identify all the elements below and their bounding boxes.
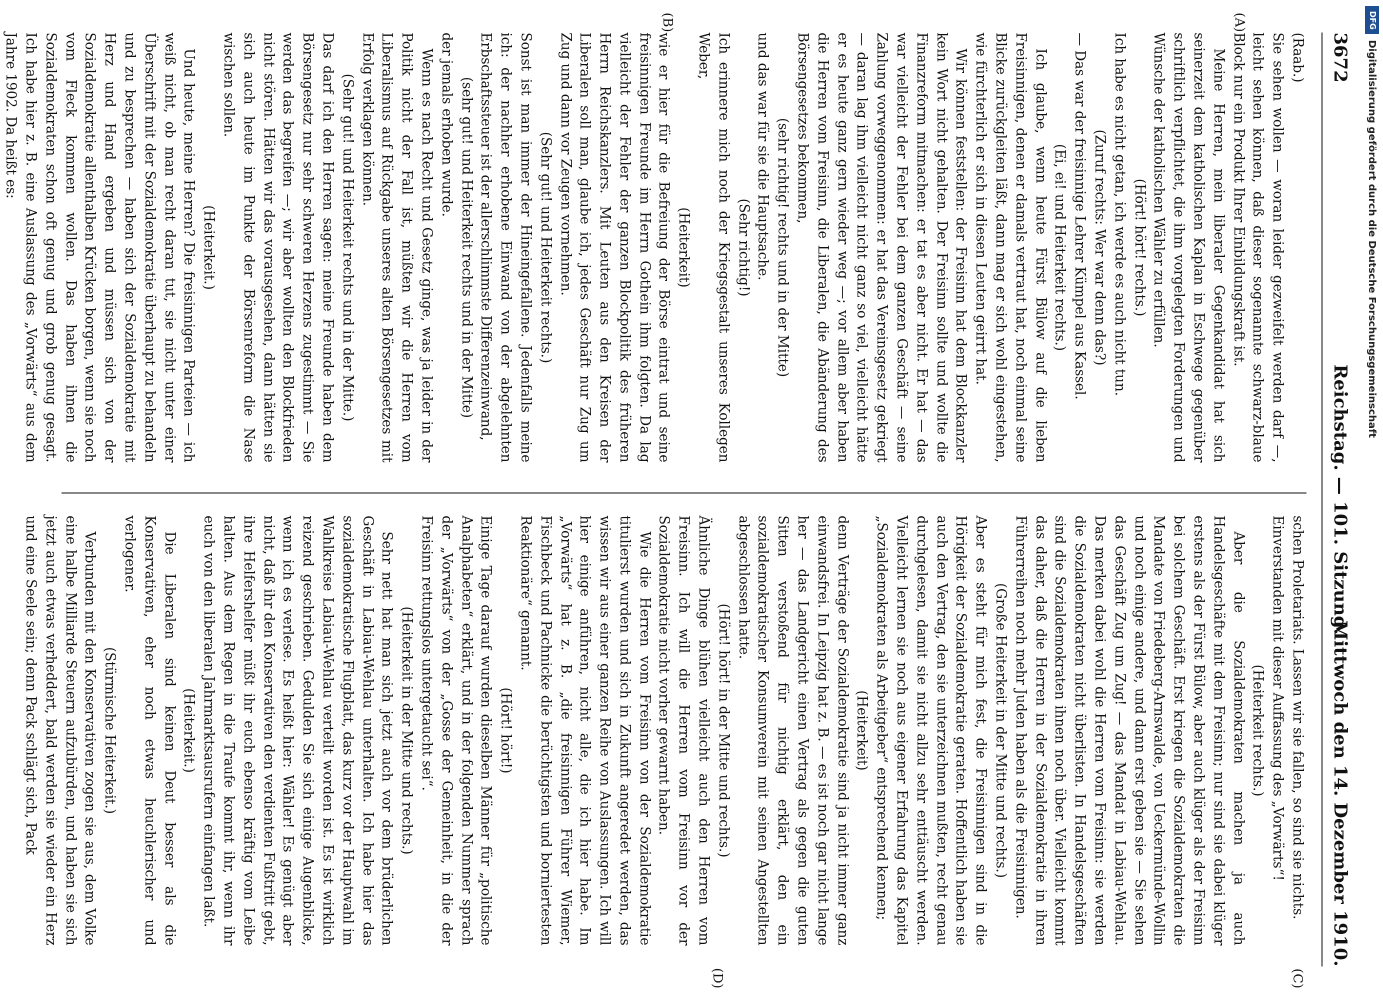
- paragraph: Das darf ich den Herren sagen: meine Freunde haben dem Börsengesetz nur sehr schweren Herzens zugestimmt — Sie werden das begreifen —; wir aber wollten den Blockfrieden nicht stören. Hätten wir das vorausgesehen, dann hätten sie sich auch heute im Punkte der Börsenreform die Nase wischen sollen.: [219, 32, 335, 463]
- interjection: (Zuruf rechts: Wer war denn das?): [1091, 129, 1108, 366]
- paragraph: Sehr nett hat man sich jetzt auch vor dem brüderlichen Geschäft in Labiau-Wehlau unterhalten. Ich habe hier das sozialdemokratische Flugblatt, das kurz vor der Hauptwahl im Wahlkreise Labiau-Wehlau verteilt worden ist. Es ist wirklich reizend geschrieben. Gedulden Sie sich einige Augenblicke, wenn ich es verlese. Es heißt hier: Wähler! Es genügt aber nicht, daß ihr den Konservativen den verdienten Fußtritt gebt, ihre Helfershelfer müßt ihr euch ebenso kräftig vom Leibe halten. Aus dem Regen in die Traufe kommt ihr, wenn ihr euch von den liberalen Jahrmarktsausrufern einfangen laßt.: [200, 515, 395, 946]
- interjection: (Stürmische Heiterkeit.): [101, 646, 118, 815]
- paragraph: und das war für sie die Hauptsache.: [754, 32, 771, 281]
- paragraph: (Raab.): [1289, 32, 1305, 83]
- interjection: (Heiterkeit.): [200, 205, 217, 290]
- paragraph: Ich erinnere mich noch der Kriegsgestalt unseres Kollegen Weber,: [695, 32, 731, 463]
- left-column: [2, 32, 1306, 463]
- interjection: (Heiterkeit rechts.): [1249, 664, 1266, 797]
- paragraph: Ähnliche Dinge blühen vielleicht auch den Herren vom Freisinn. Ich will die Herren vom Freisinn vor der Sozialdemokratie nicht vorher gewarnt haben.: [655, 515, 712, 946]
- paragraph: Aber es steht für mich fest, die Freisinnigen sind in die Hörigkeit der Sozialdemokratie geraten. Hoffentlich haben sie auch den Vertrag, den sie unterzeichnen mußten, recht genau durchgelesen, damit sie nicht allzu sehr enttäuscht werden. Vielleicht lernen sie noch aus eigener Erfahrung das Kapitel „Sozialdemokraten als Arbeitgeber“ entsprechend kennen;: [873, 515, 989, 946]
- paragraph: wie er hier für die Befreiung der Börse eintrat und seine freisinnigen Freunde im Herrn Gothein ihm folgten. Da lag vielleicht der Fehler der ganzen Blockpolitik des früheren Herrn Reichskanzlers. Mit Leuten aus den Kreisen der Liberalen soll man, glaube ich, jedes Geschäft nur Zug um Zug und dann vor Zeugen vornehmen.: [556, 32, 672, 463]
- paragraph: Aber die Sozialdemokraten machen ja auch Handelsgeschäfte mit dem Freisinn; nur sind sie dabei klüger erstens als der Fürst Bülow, aber auch klüger als der Freisinn bei solchem Geschäft. Erst kriegen die Sozialdemokraten die Mandate von Friedeberg-Arnswalde, von Ueckermünde-Wollin und noch einige andere, und dann erst geben sie — Sie sehen das Geschäft Zug um Zug! — das Mandat in Labiau-Wehlau. Das merken dabei wohl die Herren vom Freisinn: sie werden die Sozialdemokraten nicht überlisten. In Handelsgeschäften sind die Sozialdemokraten ihnen noch über. Vielleicht kommt das daher, daß die Herren in der Sozialdemokratie in ihren Führerreihen noch mehr Juden haben als die Freisinnigen.: [1011, 515, 1246, 946]
- interjection: (Heiterkeit): [853, 690, 870, 771]
- header-title: Reichstag. — 101. Sitzung.: [1329, 364, 1350, 635]
- paragraph: Ich glaube, wenn heute Fürst Bülow auf die lieben Freisinnigen, denen er damals vertraut hat, noch einmal seine Blicke zurückgleiten läßt, dann mag er sich wohl eingestehen, wie fürchterlich er sich in diesen Leuten geirrt hat.: [972, 32, 1048, 463]
- paragraph: Die Liberalen sind keinen Deut besser als die Konservativen, eher noch etwas heuchlerischer und verlogener.: [120, 515, 177, 946]
- interjection: (Hört! hört! in der Mitte und rechts.): [714, 603, 731, 858]
- paragraph: Einverstanden mit dieser Auffassung des „Vorwärts“!: [1269, 515, 1286, 881]
- interjection: (Sehr gut! und Heiterkeit rechts.): [536, 131, 553, 364]
- interjection: (sehr richtig! rechts und in der Mitte): [774, 117, 791, 378]
- document-page: [2, 11, 1364, 991]
- interjection: (Heiterkeit.): [180, 688, 197, 773]
- paragraph: der jemals erhoben wurde.: [437, 32, 454, 217]
- paragraph: Wie die Herren vom Freisinn von der Sozialdemokratie titulierst wurden und sich in Zukunft angeredet werden, das wissen wir aus einer ganzen Reihe von Auslassungen. Ich will hier einige anführen, nicht alle, die ich hier habe. Im „Vorwärts“ hat z. B. „die freisinnigen Führer Wiemer, Fischbeck und Pachnicke die berüchtigsten und borniertesten Reaktionäre“ genannt.: [516, 515, 652, 946]
- interjection: (Ei, ei! und Heiterkeit rechts.): [1051, 143, 1068, 352]
- margin-mark-c: (C): [1289, 968, 1304, 989]
- paragraph: Sie sehen wollen — woran leider gezweifelt werden darf —, leicht sehen können, daß dieser sogenannte schwarz-blaue Block nur ein Produkt Ihrer Einbildungskraft ist.: [1229, 32, 1286, 463]
- paragraph: Wenn es nach Recht und Gesetz ginge, was ja leider in der Politik nicht der Fall ist, müßten wir die Herren vom Liberalismus auf Rückgabe unseres alten Börsengesetzes mit Erfolg verklagen können.: [358, 32, 434, 463]
- page-number: 3672: [1329, 32, 1350, 83]
- header-date: Mittwoch den 14. Dezember 1910.: [1329, 620, 1350, 967]
- interjection: (Hört! hört!): [497, 687, 514, 774]
- interjection: (Sehr richtig!): [734, 198, 751, 297]
- paragraph: Sonst ist man immer der Hineingefallene. Jedenfalls meine ich: der nachher erhobene Einwand von der abgelehnten Erbschaftssteuer ist der allerschlimmste Differenzeinwand,: [477, 32, 533, 463]
- paragraph: Ich habe es nicht getan, ich werde es auch nicht tun.: [1110, 32, 1127, 396]
- paragraph: schen Proletariats. Lassen wir sie fallen, so sind sie nichts.: [1289, 515, 1305, 920]
- dfg-logo: DFG: [1365, 6, 1379, 34]
- interjection: (Heiterkeit in der Mitte und rechts.): [398, 606, 415, 855]
- interjection: (Sehr gut! und Heiterkeit rechts und in der Mitte.): [338, 73, 355, 422]
- paragraph: denn Verträge der Sozialdemokratie sind ja nicht immer ganz einwandsfrei. In Leipzig hat z. B. — es ist noch gar nicht lange her — das Landgericht einen Vertrag als gegen die guten Sitten verstoßend für nichtig erklärt, den ein sozialdemokratischer Konsumverein mit seinen Angestellten abgeschlossen hatte.: [734, 515, 850, 946]
- interjection: (Hört! hört! rechts.): [1130, 178, 1147, 317]
- interjection: (Heiterkeit): [675, 207, 692, 288]
- paragraph: — Das war der freisinnige Lehrer Kümpel aus Kassel.: [1071, 32, 1088, 400]
- right-column: [22, 515, 1306, 946]
- column-divider: [61, 493, 1306, 494]
- paragraph: Wir können feststellen: der Freisinn hat dem Blockkanzler kein Wort nicht gehalten. Der Freisinn sollte und wollte die Finanzreform mitmachen: er tat es aber nicht. Er hat — das war vielleicht der Fehler bei dem ganzen Geschäft — seine Zahlung vorweggenommen: er hat das Vereinsgesetz gekriegt — daran lag ihm vielleicht nicht ganz so viel, vielleicht hätte er es heute ganz gern wieder weg —; vor allem aber haben die Herren vom Freisinn, die Liberalen, die Abänderung des Börsengesetzes bekommen,: [794, 32, 969, 463]
- paragraph: Meine Herren, mein liberaler Gegenkandidat hat sich seinerzeit dem katholischen Kaplan in Eschwege gegenüber schriftlich verpflichtet, die ihm vorgelegten Forderungen und Wünsche der katholischen Wähler zu erfüllen.: [1150, 32, 1226, 463]
- interjection: (Große Heiterkeit in der Mitte und rechts.): [992, 583, 1009, 878]
- paragraph: Verbunden mit den Konservativen zogen sie aus, dem Volke eine halbe Milliarde Steuern aufzubürden, und haben sie sich jetzt auch etwas verheddert, bald werden sie wieder ein Herz und eine Seele sein; denn Pack schlägt sich, Pack: [22, 515, 98, 946]
- margin-mark-a: (A): [1231, 12, 1246, 33]
- page-header: [1321, 33, 1352, 967]
- paragraph: Und heute, meine Herren? Die freisinnigen Parteien — ich weiß nicht, ob man recht daran tut, sie nicht unter einer Überschrift mit der Sozialdemokratie überhaupt zu behandeln und zu besprechen — haben sich der Sozialdemokratie mit Herz und Hand ergeben und müssen sich von der Sozialdemokratie allenthalben Krücken borgen, wenn sie noch vom Fleck kommen wollen. Das haben ihnen die Sozialdemokraten schon oft genug und grob genug gesagt. Ich habe hier z. B. eine Auslassung des „Vorwärts“ aus dem Jahre 1902. Da heißt es:: [2, 32, 197, 463]
- paragraph: Einige Tage darauf wurden dieselben Männer für „politische Analphabeten“ erklärt, und in der folgenden Nummer sprach der „Vorwärts“ von der „Gosse der Gemeinheit, in die der Freisinn rettungslos untergetaucht sei“.: [417, 515, 494, 946]
- margin-mark-b: (B): [659, 12, 674, 33]
- interjection: (sehr gut! und Heiterkeit rechts und in der Mitte): [457, 76, 474, 419]
- digitization-credit: Digitalisierung gefördert durch die Deutsche Forschungsgemeinschaft: [1366, 40, 1377, 438]
- margin-mark-d: (D): [709, 967, 724, 989]
